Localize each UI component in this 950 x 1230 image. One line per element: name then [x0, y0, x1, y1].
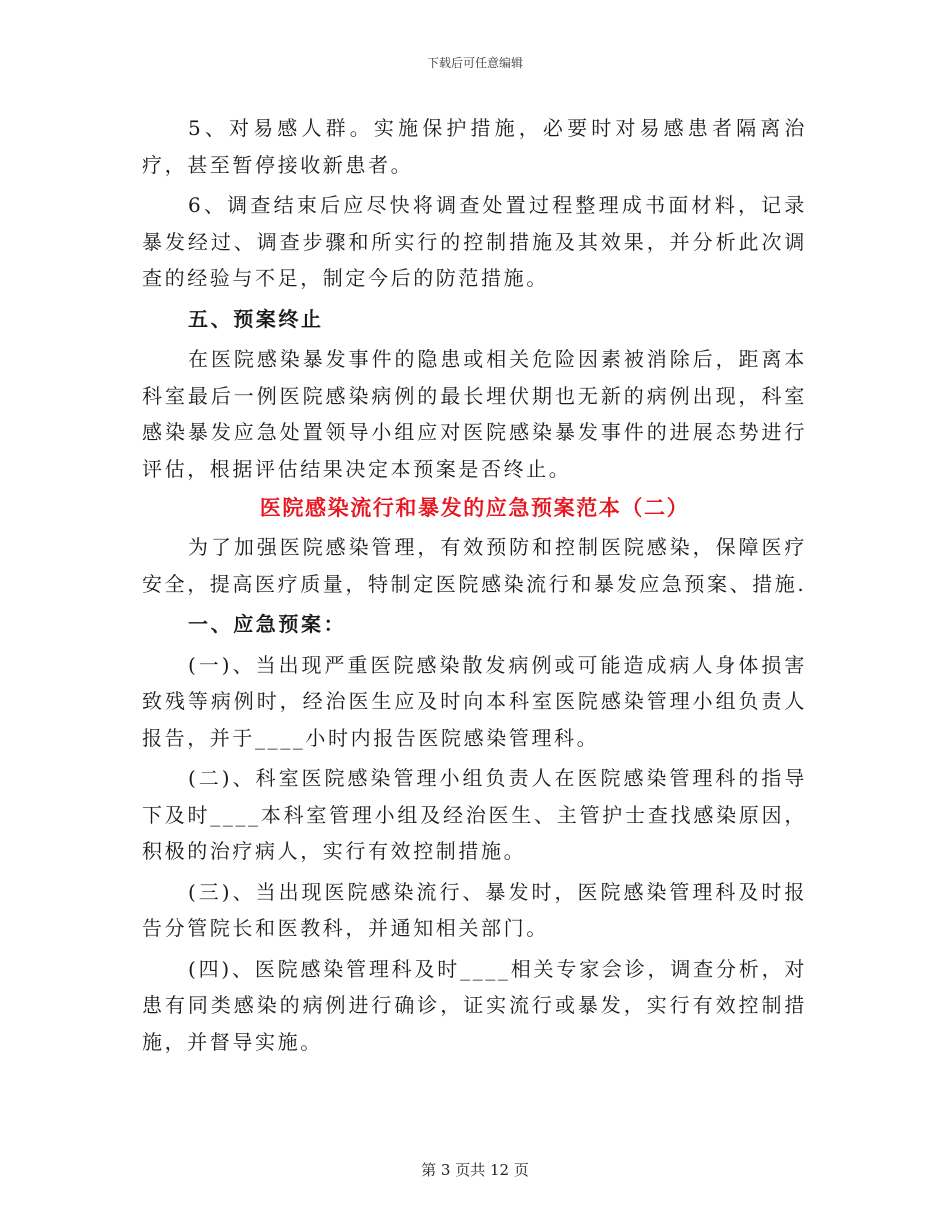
- page-header: 下载后可任意编辑: [426, 56, 523, 70]
- document-section-title: 医院感染流行和暴发的应急预案范本（二）: [259, 495, 690, 520]
- paragraph-termination-body: 在医院感染暴发事件的隐患或相关危险因素被消除后，距离本科室最后一例医院感染病例的最长埋伏期也无新的病例出现，科室感染暴发应急处置领导小组应对医院感染暴发事件的进展态势进行评估，根据评估结果决定本预案是否终止。: [142, 347, 807, 481]
- paragraph-clause-2: (二)、科室医院感染管理小组负责人在医院感染管理科的指导下及时____本科室管理小组及经治医生、主管护士查找感染原因，积极的治疗病人，实行有效控制措施。: [142, 766, 807, 863]
- paragraph-intro: 为了加强医院感染管理，有效预防和控制医院感染，保障医疗安全，提高医疗质量，特制定医院感染流行和暴发应急预案、措施.: [142, 535, 807, 596]
- paragraph-clause-4: (四)、医院感染管理科及时____相关专家会诊，调查分析，对患有同类感染的病例进行确诊，证实流行或暴发，实行有效控制措施，并督导实施。: [142, 956, 807, 1054]
- paragraph-item-6: 6、调查结束后应尽快将调查处置过程整理成书面材料，记录暴发经过、调查步骤和所实行的控制措施及其效果，并分析此次调查的经验与不足，制定今后的防范措施。: [142, 193, 807, 290]
- page-footer: 第 3 页共 12 页: [421, 1161, 529, 1179]
- paragraph-item-5: 5、对易感人群。实施保护措施，必要时对易感患者隔离治疗，甚至暂停接收新患者。: [142, 116, 807, 177]
- section-heading-emergency-plan: 一、应急预案：: [188, 612, 347, 636]
- paragraph-clause-1: (一)、当出现严重医院感染散发病例或可能造成病人身体损害致残等病例时，经治医生应及时向本科室医院感染管理小组负责人报告，并于____小时内报告医院感染管理科。: [142, 652, 807, 750]
- paragraph-clause-3: (三)、当出现医院感染流行、暴发时，医院感染管理科及时报告分管院长和医教科，并通知相关部门。: [142, 879, 807, 940]
- document-body: [142, 110, 807, 1060]
- section-heading-plan-termination: 五、预案终止: [188, 306, 324, 331]
